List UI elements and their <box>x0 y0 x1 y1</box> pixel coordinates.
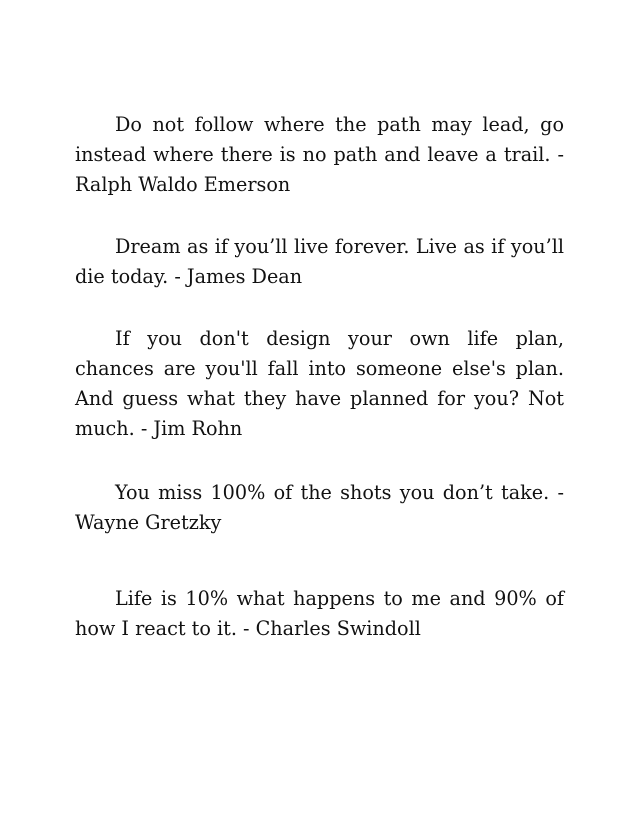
quote-paragraph: You miss 100% of the shots you don’t take. - Wayne Gretzky <box>75 481 564 534</box>
document-page <box>75 110 564 644</box>
quote-paragraph: If you don't design your own life plan, chances are you'll fall into someone else's plan. And guess what they have planned for you? Not much. - Jim Rohn <box>75 327 564 440</box>
quote-paragraph: Dream as if you’ll live forever. Live as if you’ll die today. - James Dean <box>75 235 564 288</box>
quote-paragraph: Life is 10% what happens to me and 90% of how I react to it. - Charles Swindoll <box>75 587 564 640</box>
quote-paragraph: Do not follow where the path may lead, go instead where there is no path and leave a trail. - Ralph Waldo Emerson <box>75 113 564 196</box>
